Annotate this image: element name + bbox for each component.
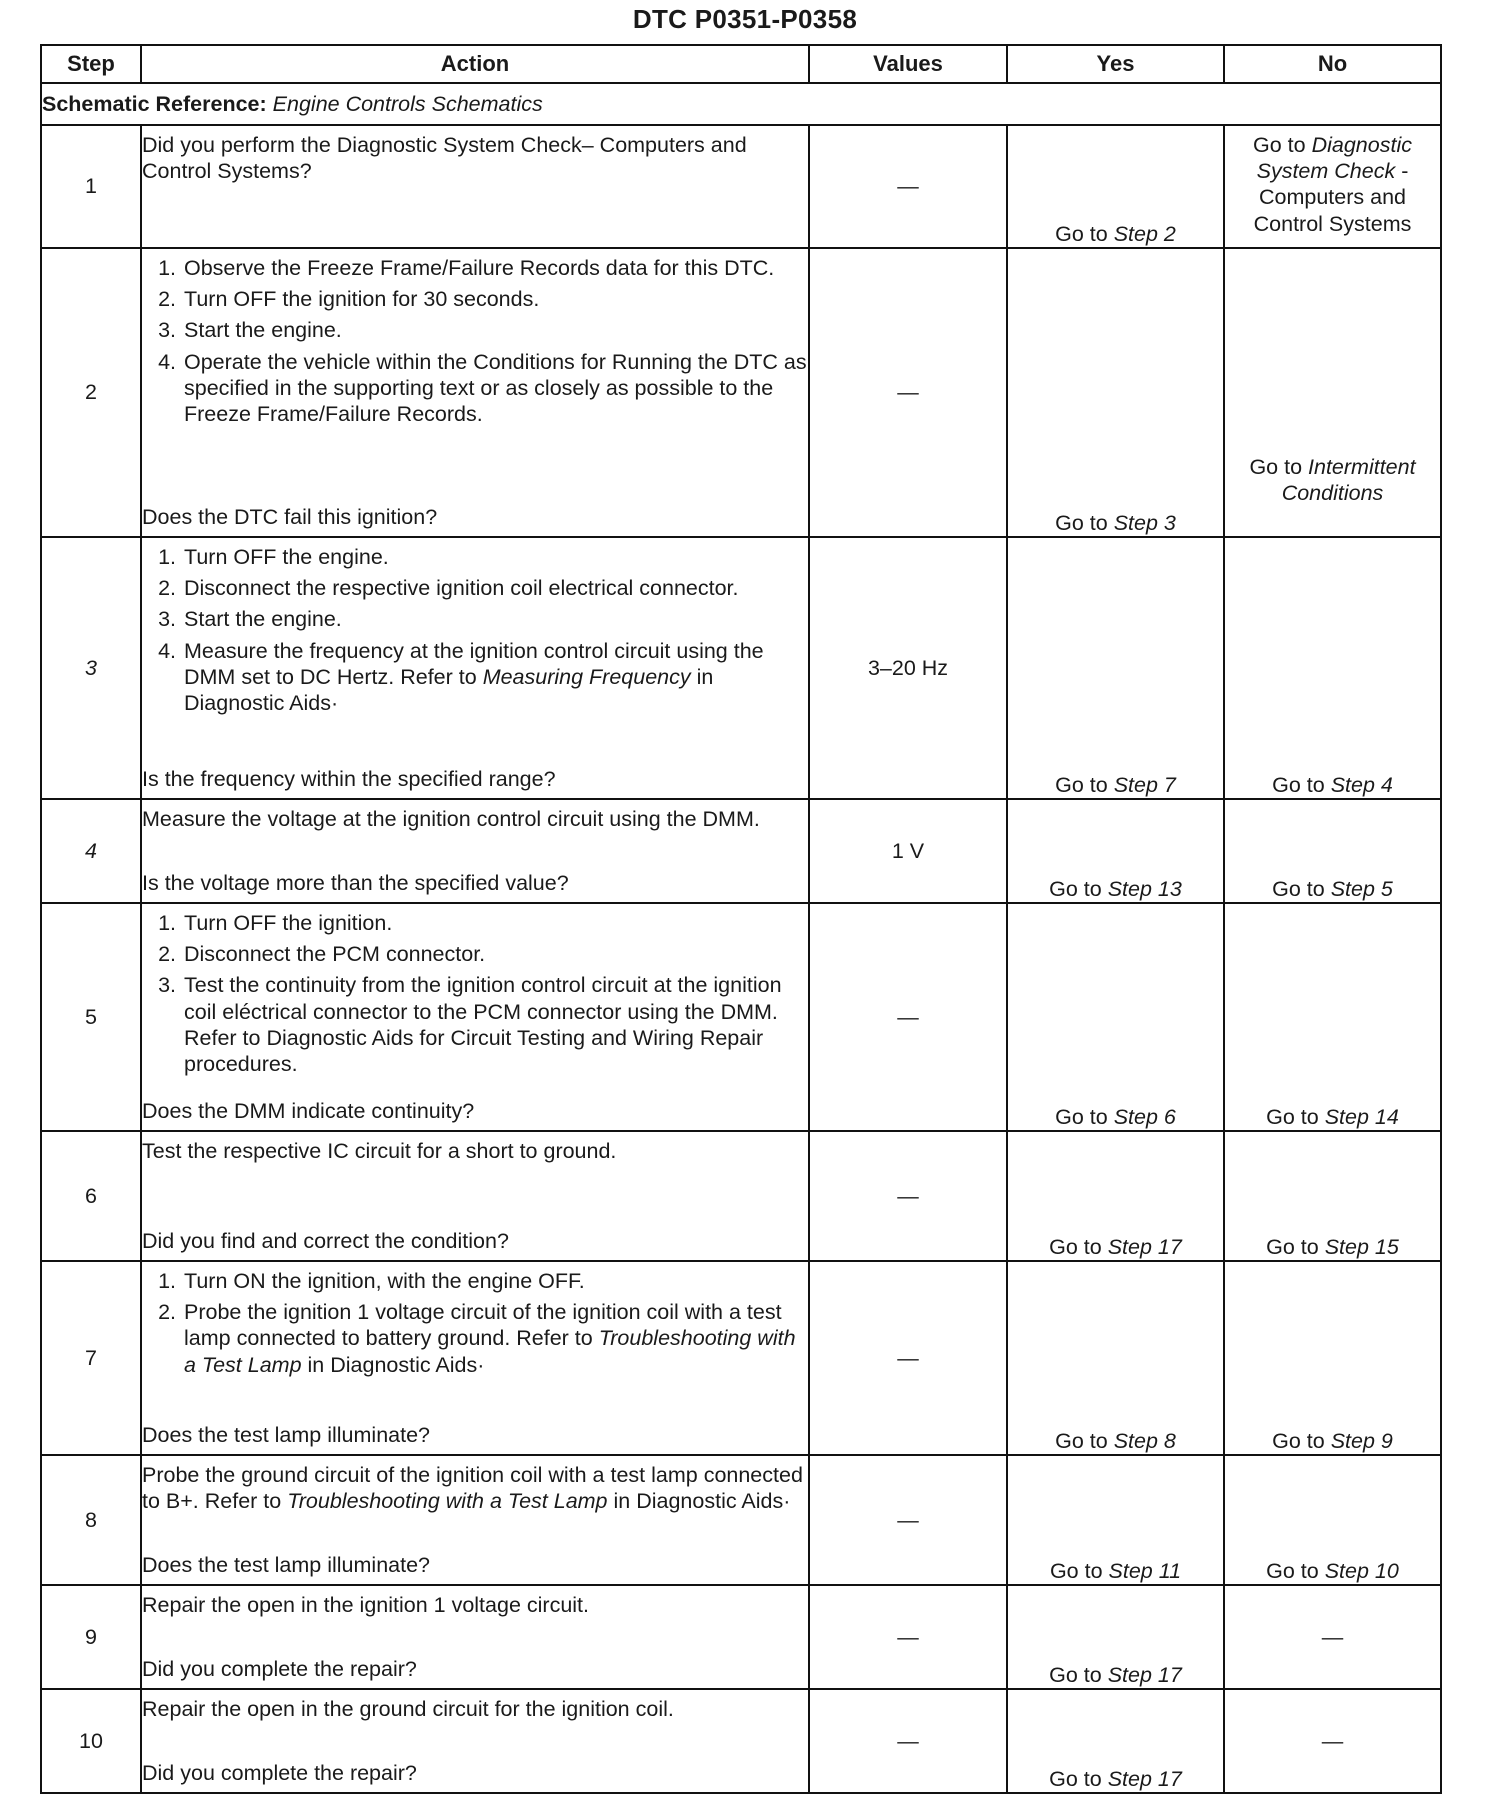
no-target: Step 9 xyxy=(1330,1428,1393,1453)
no-cell xyxy=(1224,1455,1441,1585)
table-row xyxy=(41,537,1441,799)
table-row xyxy=(41,1131,1441,1261)
no-target: Step 4 xyxy=(1330,772,1393,797)
list-item: 3. Test the continuity from the ignition control circuit at the ignition coil eléctrical connector to the PCM connector using the DMM. Refer to Diagnostic Aids for Circuit Testing and Wiring Repair procedures. xyxy=(158,973,782,1077)
action-question: Does the test lamp illuminate? xyxy=(142,1422,431,1447)
no-prefix: Go to xyxy=(1249,454,1303,479)
step-number: 8 xyxy=(41,1455,141,1585)
no-prefix: Go to xyxy=(1272,1428,1325,1453)
list-item: 1. Turn ON the ignition, with the engine OFF. xyxy=(158,1269,585,1293)
no-target: Diagnostic System Check xyxy=(1256,133,1412,184)
values-cell: 1 V xyxy=(809,799,1007,903)
action-question: Did you complete the repair? xyxy=(142,1656,417,1681)
schematic-reference xyxy=(41,83,1441,125)
no-prefix: Go to xyxy=(1266,1234,1319,1259)
list-item: 4. Measure the frequency at the ignition control circuit using the DMM set to DC Hertz. Refer to Measuring Frequency in Diagnostic Aids· xyxy=(158,638,764,716)
action-list xyxy=(142,255,808,432)
no-cell xyxy=(1224,903,1441,1131)
action-cell xyxy=(141,125,809,248)
action-question: Is the frequency within the specified range? xyxy=(142,766,556,791)
action-cell xyxy=(141,537,809,799)
yes-prefix: Go to xyxy=(1049,1234,1102,1259)
action-list xyxy=(142,910,808,1082)
yes-target: Step 17 xyxy=(1107,1766,1182,1791)
no-prefix: Go to xyxy=(1272,876,1325,901)
step-number: 1 xyxy=(41,125,141,248)
action-text: Did you perform the Diagnostic System Check– Computers and Control Systems? xyxy=(142,133,747,184)
list-item: 1. Turn OFF the engine. xyxy=(158,545,389,569)
yes-target: Step 13 xyxy=(1107,876,1182,901)
no-prefix: Go to xyxy=(1266,1558,1319,1583)
yes-target: Step 17 xyxy=(1107,1662,1182,1687)
values-cell: — xyxy=(809,125,1007,248)
yes-prefix: Go to xyxy=(1049,1662,1102,1687)
action-cell xyxy=(141,248,809,537)
step-number: 5 xyxy=(41,903,141,1131)
yes-prefix: Go to xyxy=(1055,1104,1108,1129)
no-cell xyxy=(1224,1131,1441,1261)
no-target: Intermittent Conditions xyxy=(1281,454,1416,505)
yes-target: Step 6 xyxy=(1113,1104,1176,1129)
yes-target: Step 3 xyxy=(1113,510,1176,535)
no-prefix: Go to xyxy=(1272,772,1325,797)
yes-target: Step 8 xyxy=(1113,1428,1176,1453)
yes-prefix: Go to xyxy=(1055,1428,1108,1453)
table-row xyxy=(41,1585,1441,1689)
table-row xyxy=(41,1689,1441,1793)
table-row xyxy=(41,248,1441,537)
action-list xyxy=(142,544,808,721)
action-cell xyxy=(141,799,809,903)
step-number: 9 xyxy=(41,1585,141,1689)
schematic-reference-link: Engine Controls Schematics xyxy=(272,91,543,116)
list-item: 2. Disconnect the respective ignition coil electrical connector. xyxy=(158,576,739,601)
yes-target: Step 11 xyxy=(1108,1558,1182,1583)
yes-prefix: Go to xyxy=(1049,1558,1103,1583)
yes-cell xyxy=(1007,248,1224,537)
list-item: 2. Probe the ignition 1 voltage circuit of the ignition coil with a test lamp connected to battery ground. Refer to Troubleshooting with a Test Lamp in Diagnostic Aids· xyxy=(158,1300,796,1377)
header-row xyxy=(41,45,1441,83)
list-item: 2. Disconnect the PCM connector. xyxy=(158,942,486,967)
yes-target: Step 7 xyxy=(1113,772,1176,797)
action-text: Probe the ground circuit of the ignition coil with a test lamp connected to B+. Refer to Troubleshooting with a Test Lamp in Diagnostic Aids· xyxy=(142,1463,803,1514)
no-cell xyxy=(1224,799,1441,903)
step-number: 3 xyxy=(41,537,141,799)
yes-cell xyxy=(1007,1455,1224,1585)
values-cell: 3–20 Hz xyxy=(809,537,1007,799)
no-cell xyxy=(1224,125,1441,248)
no-target: Step 5 xyxy=(1330,876,1393,901)
page-title: DTC P0351-P0358 xyxy=(632,4,858,34)
header-yes: Yes xyxy=(1007,45,1224,83)
values-cell: — xyxy=(809,1261,1007,1455)
yes-cell xyxy=(1007,537,1224,799)
header-no: No xyxy=(1224,45,1441,83)
yes-target: Step 17 xyxy=(1107,1234,1182,1259)
no-cell xyxy=(1224,1261,1441,1455)
step-number: 7 xyxy=(41,1261,141,1455)
yes-cell xyxy=(1007,1585,1224,1689)
table-row xyxy=(41,1261,1441,1455)
no-cell: — xyxy=(1224,1689,1441,1793)
action-question: Does the DTC fail this ignition? xyxy=(142,504,438,529)
no-target: Step 15 xyxy=(1324,1234,1399,1259)
values-cell: — xyxy=(809,903,1007,1131)
values-cell: — xyxy=(809,248,1007,537)
no-cell xyxy=(1224,537,1441,799)
reference-link: Troubleshooting with a Test Lamp xyxy=(184,1326,796,1377)
header-step: Step xyxy=(41,45,141,83)
no-cell xyxy=(1224,248,1441,537)
table-row xyxy=(41,903,1441,1131)
reference-link: Measuring Frequency xyxy=(482,664,691,689)
action-cell xyxy=(141,1585,809,1689)
schematic-reference-label: Schematic Reference: xyxy=(42,91,267,116)
table-row xyxy=(41,799,1441,903)
action-cell xyxy=(141,1261,809,1455)
action-cell xyxy=(141,1689,809,1793)
action-text: Measure the voltage at the ignition control circuit using the DMM. xyxy=(142,807,760,831)
action-text: Test the respective IC circuit for a short to ground. xyxy=(142,1139,617,1163)
diagnostic-table xyxy=(40,44,1442,1794)
list-item: 2. Turn OFF the ignition for 30 seconds. xyxy=(158,287,540,312)
step-number: 10 xyxy=(41,1689,141,1793)
yes-cell xyxy=(1007,799,1224,903)
step-number: 4 xyxy=(41,799,141,903)
header-action: Action xyxy=(141,45,809,83)
values-cell: — xyxy=(809,1131,1007,1261)
yes-prefix: Go to xyxy=(1049,876,1102,901)
action-question: Does the DMM indicate continuity? xyxy=(142,1098,475,1123)
values-cell: — xyxy=(809,1689,1007,1793)
no-target: Step 10 xyxy=(1324,1558,1399,1583)
no-suffix: - Computers and Control Systems xyxy=(1253,159,1412,236)
list-item: 3. Start the engine. xyxy=(158,607,342,632)
yes-cell xyxy=(1007,1689,1224,1793)
action-text: Repair the open in the ignition 1 voltage circuit. xyxy=(142,1593,589,1617)
action-list xyxy=(142,1268,808,1383)
list-item: 4. Operate the vehicle within the Conditions for Running the DTC as specified in the supporting text or as closely as possible to the Freeze Frame/Failure Records. xyxy=(158,349,807,427)
action-question: Is the voltage more than the specified value? xyxy=(142,870,569,895)
yes-cell xyxy=(1007,903,1224,1131)
yes-prefix: Go to xyxy=(1055,510,1108,535)
yes-target: Step 2 xyxy=(1113,221,1176,246)
no-prefix: Go to xyxy=(1266,1104,1319,1129)
action-text: Repair the open in the ground circuit for the ignition coil. xyxy=(142,1697,674,1721)
schematic-reference-row xyxy=(41,83,1441,125)
action-question: Did you find and correct the condition? xyxy=(142,1228,509,1253)
yes-cell xyxy=(1007,1261,1224,1455)
no-target: Step 14 xyxy=(1324,1104,1399,1129)
list-item: 1. Observe the Freeze Frame/Failure Records data for this DTC. xyxy=(158,256,775,280)
no-prefix: Go to xyxy=(1253,133,1306,157)
step-number: 2 xyxy=(41,248,141,537)
yes-cell xyxy=(1007,125,1224,248)
values-cell: — xyxy=(809,1455,1007,1585)
yes-cell xyxy=(1007,1131,1224,1261)
header-values: Values xyxy=(809,45,1007,83)
step-number: 6 xyxy=(41,1131,141,1261)
action-question: Does the test lamp illuminate? xyxy=(142,1552,431,1577)
table-row xyxy=(41,125,1441,248)
list-item: 3. Start the engine. xyxy=(158,318,342,343)
action-question: Did you complete the repair? xyxy=(142,1760,417,1785)
reference-link: Troubleshooting with a Test Lamp xyxy=(287,1489,608,1514)
no-cell: — xyxy=(1224,1585,1441,1689)
yes-prefix: Go to xyxy=(1049,1766,1102,1791)
action-cell xyxy=(141,1131,809,1261)
yes-prefix: Go to xyxy=(1055,221,1108,246)
action-cell xyxy=(141,1455,809,1585)
table-row xyxy=(41,1455,1441,1585)
action-cell xyxy=(141,903,809,1131)
list-item: 1. Turn OFF the ignition. xyxy=(158,911,393,935)
yes-prefix: Go to xyxy=(1055,772,1108,797)
values-cell: — xyxy=(809,1585,1007,1689)
